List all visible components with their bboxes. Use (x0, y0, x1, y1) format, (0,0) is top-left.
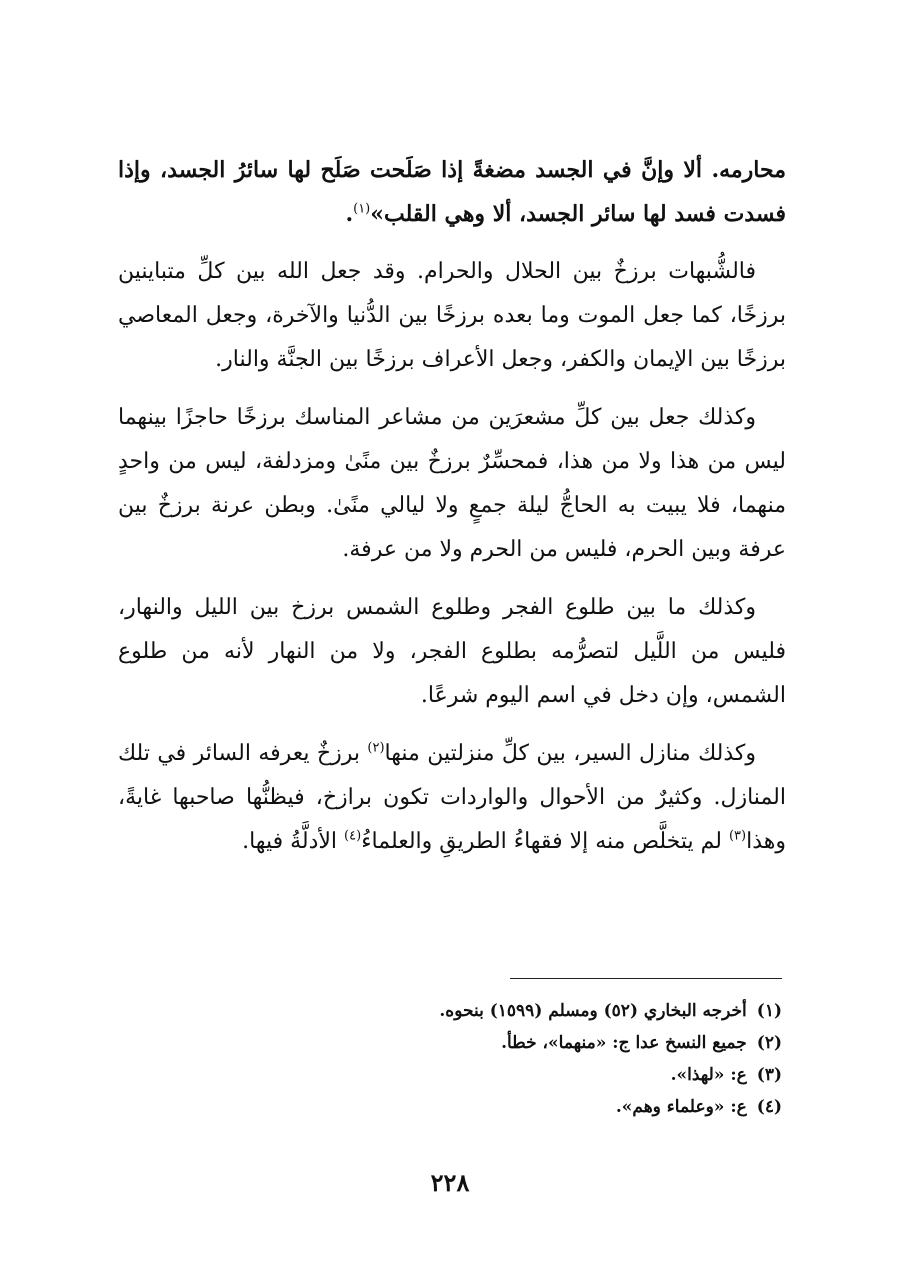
footnote-text: ع: «لهذا». (670, 1065, 747, 1085)
footnote-ref-1: (١) (353, 201, 371, 217)
paragraph-5-part-d: الأدلَّةُ فيها. (242, 829, 345, 854)
paragraph-5-part-c: لم يتخلَّص منه إلا فقهاءُ الطريقِ والعلماءُ (361, 829, 729, 854)
footnote-2 (302, 1027, 782, 1059)
footnote-separator (510, 978, 782, 979)
paragraph-2: فالشُّبهات برزخٌ بين الحلال والحرام. وقد جعل الله بين كلِّ متباينين برزخًا، كما جعل الموت وما بعده برزخًا بين الدُّنيا والآخرة، وجعل المعاصي برزخًا بين الإيمان والكفر، وجعل الأعراف برزخًا بين الجنَّة والنار. (118, 259, 786, 372)
paragraph-1-end: . (345, 201, 354, 227)
paragraph-5 (118, 732, 786, 864)
footnote-text: جميع النسخ عدا ج: «منهما»، خطأ. (501, 1033, 747, 1053)
footnote-text: ع: «وعلماء وهم». (615, 1097, 747, 1117)
footnote-1 (302, 995, 782, 1027)
paragraph-1-text: محارمه. ألا وإنَّ في الجسد مضغةً إذا صَلَحت صَلَح لها سائرُ الجسد، وإذا فسدت فسد لها سائر الجسد، ألا وهي القلب» (118, 157, 786, 227)
paragraph-5-part-a: وكذلك منازل السير، بين كلِّ منزلتين منها (384, 741, 756, 766)
footnotes (302, 995, 782, 1123)
paragraph-4: وكذلك ما بين طلوع الفجر وطلوع الشمس برزخ بين الليل والنهار، فليس من اللَّيل لتصرُّمه بطلوع الفجر، ولا من النهار لأنه من طلوع الشمس، وإن دخل في اسم اليوم شرعًا. (118, 595, 786, 708)
footnote-number: (٣) (756, 1065, 782, 1085)
footnote-3 (302, 1059, 782, 1091)
paragraph-5-part-b: برزخٌ يعرفه السائر في تلك المنازل. وكثيرٌ من الأحوال والواردات تكون برازخ، فيظنُّها صاحبها غايةً، وهذا (118, 741, 786, 854)
footnote-number: (١) (756, 1001, 782, 1021)
footnote-ref-4: (٤) (344, 828, 362, 844)
footnote-ref-2: (٢) (367, 740, 385, 756)
footnote-text: أخرجه البخاري (٥٢) ومسلم (١٥٩٩) بنحوه. (439, 1001, 747, 1021)
footnote-4 (302, 1091, 782, 1123)
footnote-ref-3: (٣) (728, 828, 747, 844)
footnote-number: (٤) (756, 1097, 782, 1117)
paragraph-3: وكذلك جعل بين كلِّ مشعرَين من مشاعر المناسك برزخًا حاجزًا بينهما ليس من هذا ولا من هذا، فمحسِّرٌ برزخٌ بين منًىٰ ومزدلفة، ليس من واحدٍ منهما، فلا يبيت به الحاجُّ ليلة جمعٍ ولا ليالي منًىٰ. وبطن عرنة برزخٌ بين عرفة وبين الحرم، فليس من الحرم ولا من عرفة. (118, 405, 786, 562)
main-text (118, 148, 786, 878)
page-number: ٢٢٨ (430, 1168, 470, 1197)
footnote-number: (٢) (756, 1033, 782, 1053)
paragraph-1 (118, 148, 786, 236)
